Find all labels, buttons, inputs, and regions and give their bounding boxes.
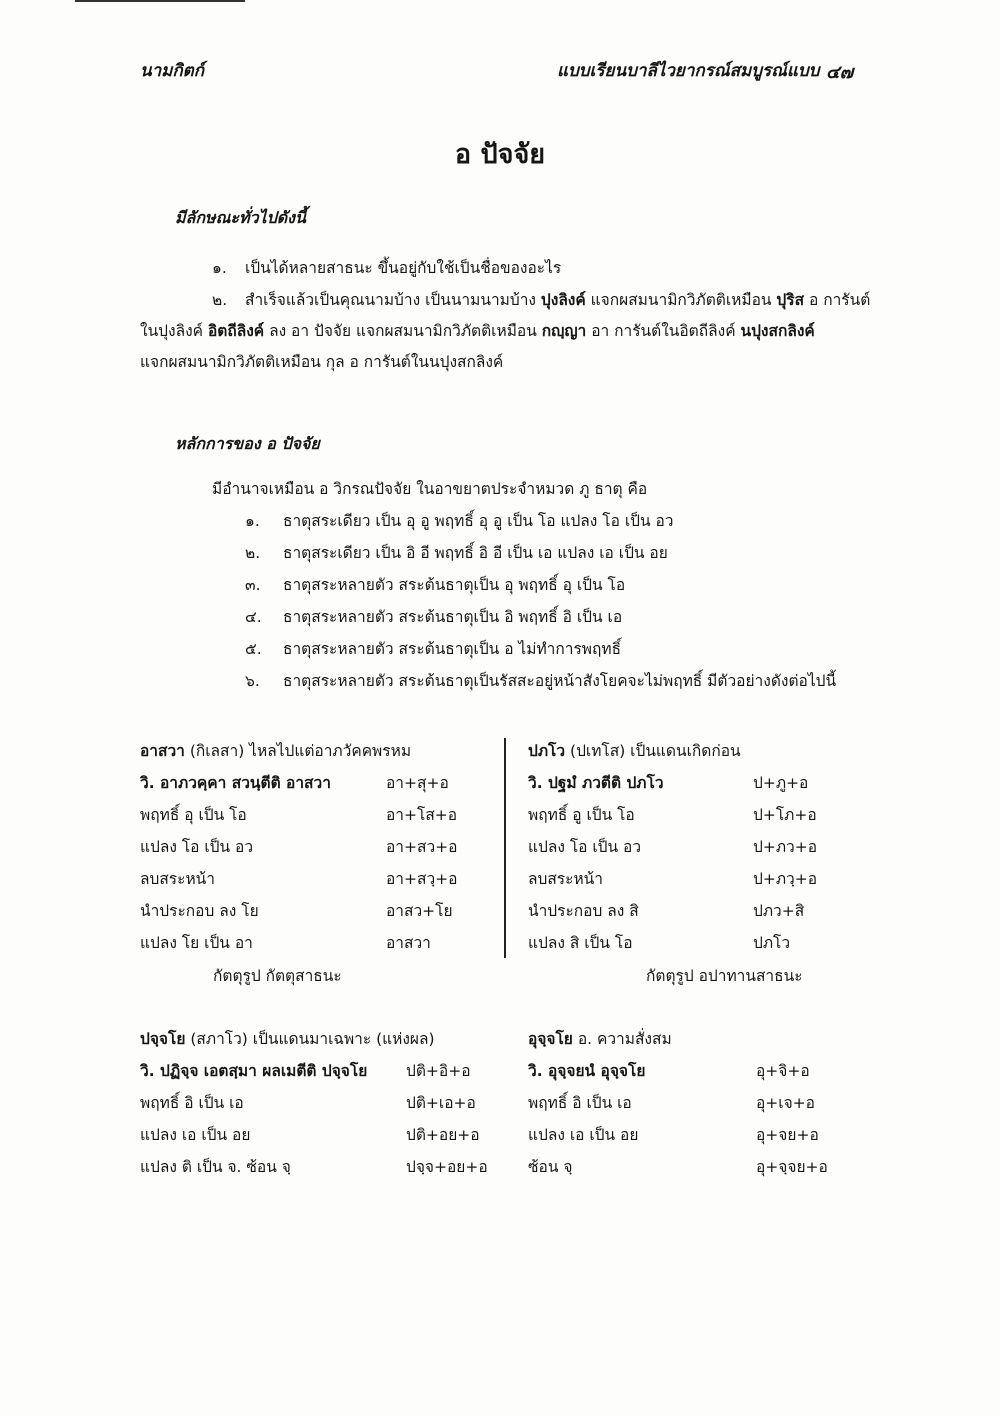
- rule-text: ธาตุสระเดียว เป็น อุ อู พฤทธิ์ อุ อู เป็น โอ แปลง โอ เป็น อว: [283, 512, 674, 530]
- derivation-step-form: อา+สุ+อ: [386, 774, 449, 792]
- derivation-step-form: ปติ+อิ+อ: [406, 1062, 471, 1080]
- rule-number: ๒.: [245, 544, 261, 562]
- header-right: แบบเรียนบาลีไวยากรณ์สมบูรณ์แบบ: [557, 61, 820, 81]
- example-footer: กัตตุรูป กัตตุสาธนะ: [213, 967, 342, 985]
- derivation-step-form: อา+สวฺ+อ: [386, 870, 458, 888]
- top-border-line: [75, 0, 245, 2]
- text-run-bold: ปุงลิงค์: [540, 291, 586, 309]
- derivation-step-form: ป+ภู+อ: [753, 774, 809, 792]
- derivation-step-form: ปติ+เอ+อ: [406, 1094, 476, 1112]
- paragraph-line: แจกผสมนามิกวิภัตติเหมือน กุล อ การันต์ในนปุงสกลิงค์: [140, 353, 504, 371]
- example-title: [528, 738, 741, 763]
- derivation-step-form: ปจฺจ+อย+อ: [406, 1158, 488, 1176]
- derivation-step-form: อุ+จิ+อ: [756, 1062, 810, 1080]
- text-run: อา การันต์ในอิตถีลิงค์: [586, 322, 741, 340]
- text-run: แจกผสมนามิกวิภัตติเหมือน: [585, 291, 777, 309]
- section-heading-characteristics: มีลักษณะทั่วไปดังนี้: [175, 208, 306, 227]
- paragraph-line: [140, 318, 815, 343]
- derivation-step-label: ลบสระหน้า: [528, 870, 603, 888]
- derivation-step-label: ลบสระหน้า: [140, 870, 215, 888]
- text-run: อ การันต์: [804, 291, 871, 309]
- gloss: (ปเทโส) เป็นแดนเกิดก่อน: [565, 742, 741, 760]
- headword: อาสวา: [140, 742, 185, 760]
- rule-text: ธาตุสระหลายตัว สระต้นธาตุเป็นรัสสะอยู่หน้าสังโยคจะไม่พฤทธิ์ มีตัวอย่างดังต่อไปนี้: [283, 672, 837, 690]
- derivation-step-label: พฤทธิ์ อิ เป็น เอ: [528, 1094, 632, 1112]
- column-divider: [504, 738, 506, 958]
- derivation-step-form: ปติ+อย+อ: [406, 1126, 480, 1144]
- rule-text: ธาตุสระหลายตัว สระต้นธาตุเป็น อิ พฤทธิ์ อิ เป็น เอ: [283, 608, 623, 626]
- text-run-bold: กญฺญา: [541, 322, 587, 340]
- derivation-step-form: อุ+จฺจย+อ: [756, 1158, 828, 1176]
- derivation-step-label: นำประกอบ ลง สิ: [528, 902, 639, 920]
- example-footer: กัตตุรูป อปาทานสาธนะ: [646, 967, 803, 985]
- derivation-step-label: แปลง โอ เป็น อว: [528, 838, 642, 856]
- derivation-step-form: ปภว+สิ: [753, 902, 805, 920]
- text-run-bold: อิตถีลิงค์: [207, 322, 265, 340]
- derivation-step-label: วิ. ปฐมํ ภวตีติ ปภโว: [528, 774, 664, 792]
- paragraph-line: [245, 287, 870, 312]
- derivation-step-label: พฤทธิ์ อุ เป็น โอ: [140, 806, 247, 824]
- gloss: อ. ความสั่งสม: [572, 1030, 672, 1048]
- derivation-step-label: วิ. อุจฺจยนํ อุจฺจโย: [528, 1062, 646, 1080]
- rule-number: ๑.: [245, 512, 260, 530]
- derivation-step-form: ป+โภ+อ: [753, 806, 817, 824]
- page-number: ๔๗: [826, 62, 854, 83]
- derivation-step-label: พฤทธิ์ อู เป็น โอ: [528, 806, 635, 824]
- derivation-step-form: ปภโว: [753, 934, 791, 952]
- header-left: นามกิตก์: [140, 61, 204, 81]
- rule-text: ธาตุสระหลายตัว สระต้นธาตุเป็น อุ พฤทธิ์ อุ เป็น โอ: [283, 576, 626, 594]
- rule-number: ๖.: [245, 672, 260, 690]
- derivation-step-label: วิ. อาภวคฺคา สวนฺตีติ อาสวา: [140, 774, 331, 792]
- derivation-step-form: อาสวา: [386, 934, 431, 952]
- derivation-step-label: แปลง เอ เป็น อย: [140, 1126, 251, 1144]
- text-run-bold: ปุริส: [776, 291, 805, 309]
- item-number: ๑.: [212, 259, 227, 277]
- derivation-step-label: วิ. ปฏิจฺจ เอตสฺมา ผลเมตีติ ปจฺจโย: [140, 1062, 368, 1080]
- headword: อุจฺจโย: [528, 1030, 573, 1048]
- derivation-step-label: แปลง ติ เป็น จ. ซ้อน จฺ: [140, 1158, 291, 1176]
- section-heading-principles: หลักการของ อ ปัจจัย: [175, 434, 320, 453]
- derivation-step-form: อา+โส+อ: [386, 806, 458, 824]
- rule-number: ๓.: [245, 576, 261, 594]
- item-number: ๒.: [212, 291, 228, 309]
- derivation-step-form: ป+ภว+อ: [753, 838, 818, 856]
- example-title: [528, 1026, 672, 1051]
- derivation-step-label: ซ้อน จฺ: [528, 1158, 573, 1176]
- derivation-step-label: นำประกอบ ลง โย: [140, 902, 259, 920]
- derivation-step-form: อุ+จย+อ: [756, 1126, 819, 1144]
- derivation-step-form: อุ+เจ+อ: [756, 1094, 815, 1112]
- text-run: ในปุงลิงค์: [140, 322, 208, 340]
- text-run: ลง อา ปัจจัย แจกผสมนามิกวิภัตติเหมือน: [264, 322, 542, 340]
- example-title: [140, 1026, 435, 1051]
- rule-number: ๕.: [245, 640, 262, 658]
- headword: ปภโว: [528, 742, 566, 760]
- headword: ปจฺจโย: [140, 1030, 186, 1048]
- text-run-bold: นปุงสกลิงค์: [740, 322, 815, 340]
- item-text: เป็นได้หลายสาธนะ ขึ้นอยู่กับใช้เป็นชื่อของอะไร: [245, 259, 562, 277]
- derivation-step-form: ป+ภวฺ+อ: [753, 870, 818, 888]
- derivation-step-form: อาสว+โย: [386, 902, 453, 920]
- derivation-step-label: แปลง โย เป็น อา: [140, 934, 253, 952]
- page-title: อ ปัจจัย: [454, 139, 546, 170]
- gloss: (สภาโว) เป็นแดนมาเฉพาะ (แห่งผล): [185, 1030, 435, 1048]
- derivation-step-label: พฤทธิ์ อิ เป็น เอ: [140, 1094, 244, 1112]
- rule-text: ธาตุสระเดียว เป็น อิ อี พฤทธิ์ อิ อี เป็น เอ แปลง เอ เป็น อย: [283, 544, 668, 562]
- derivation-step-label: แปลง สิ เป็น โอ: [528, 934, 633, 952]
- derivation-step-label: แปลง โอ เป็น อว: [140, 838, 254, 856]
- section-intro: มีอำนาจเหมือน อ วิกรณปัจจัย ในอาขยาตประจำหมวด ภู ธาตุ คือ: [212, 480, 648, 498]
- example-title: [140, 738, 411, 763]
- derivation-step-label: แปลง เอ เป็น อย: [528, 1126, 639, 1144]
- rule-text: ธาตุสระหลายตัว สระต้นธาตุเป็น อ ไม่ทำการพฤทธิ์: [283, 640, 622, 658]
- text-run: สำเร็จแล้วเป็นคุณนามบ้าง เป็นนามนามบ้าง: [245, 291, 541, 309]
- rule-number: ๔.: [245, 608, 262, 626]
- gloss: (กิเลสา) ไหลไปแต่อาภวัคคพรหม: [184, 742, 412, 760]
- derivation-step-form: อา+สว+อ: [386, 838, 458, 856]
